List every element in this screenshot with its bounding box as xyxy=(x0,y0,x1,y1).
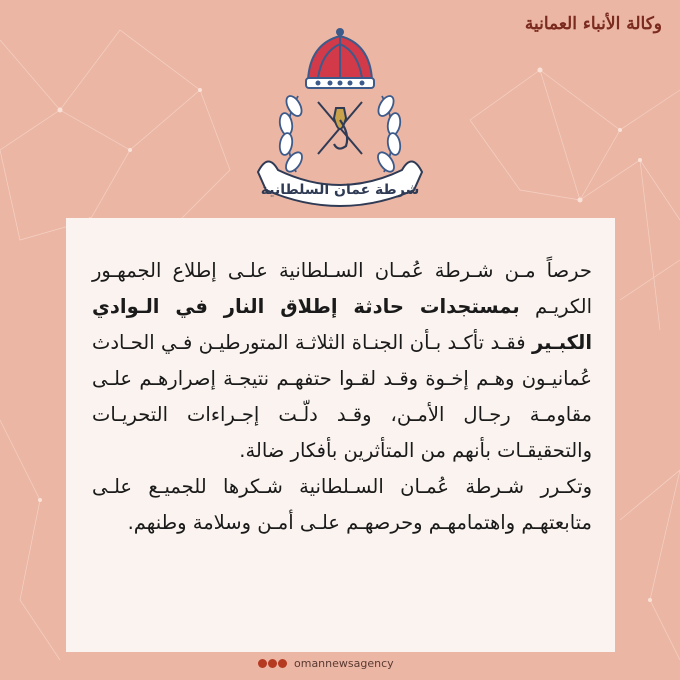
footer-social xyxy=(258,654,394,672)
x-icon[interactable] xyxy=(278,659,287,668)
instagram-icon[interactable] xyxy=(268,659,277,668)
statement-p1-part-b: فقـد تأكـد بـأن الجنـاة الثلاثـة المتورطيـن فـي الحـادث عُمانيـون وهـم إخـوة وقـد لقـوا حتفهـم نتيجـة إصرارهـم علـى مقاومـة رجـال الأمـن، وقـد دلّـت إجـراءات التحريـات والتحقيقـات بأنهم من المتأثرين بأفكار ضالة. xyxy=(92,331,592,462)
statement-p1-part-a: حرصاً مـن شـرطة عُمـان السـلطانية علـى إطلاع الجمهـور الكريـم xyxy=(92,259,592,318)
agency-logo: وكالة الأنباء العمانية xyxy=(524,14,662,34)
statement-paragraph-1 xyxy=(92,253,592,469)
laurel-wreath-icon xyxy=(278,93,402,174)
facebook-icon[interactable] xyxy=(258,659,267,668)
khanjar-swords-icon xyxy=(318,102,362,154)
social-handle[interactable]: omannewsagency xyxy=(294,656,394,670)
crown-icon xyxy=(306,28,374,88)
royal-oman-police-emblem xyxy=(238,22,442,218)
statement-p1-bold: بمستجدات حادثة إطلاق النار في الـوادي الكبـير xyxy=(92,295,592,354)
social-icons xyxy=(258,659,287,668)
emblem-text: شرطة عمان السلطانية xyxy=(260,182,420,198)
emblem-banner xyxy=(258,161,422,206)
statement-text xyxy=(92,253,592,541)
statement-paragraph-2: وتكـرر شـرطة عُمـان السـلطانية شـكرها للجميـع علـى متابعتهـم واهتمامهـم وحرصهـم علـى أمـن وسلامة وطنهم. xyxy=(92,475,592,534)
